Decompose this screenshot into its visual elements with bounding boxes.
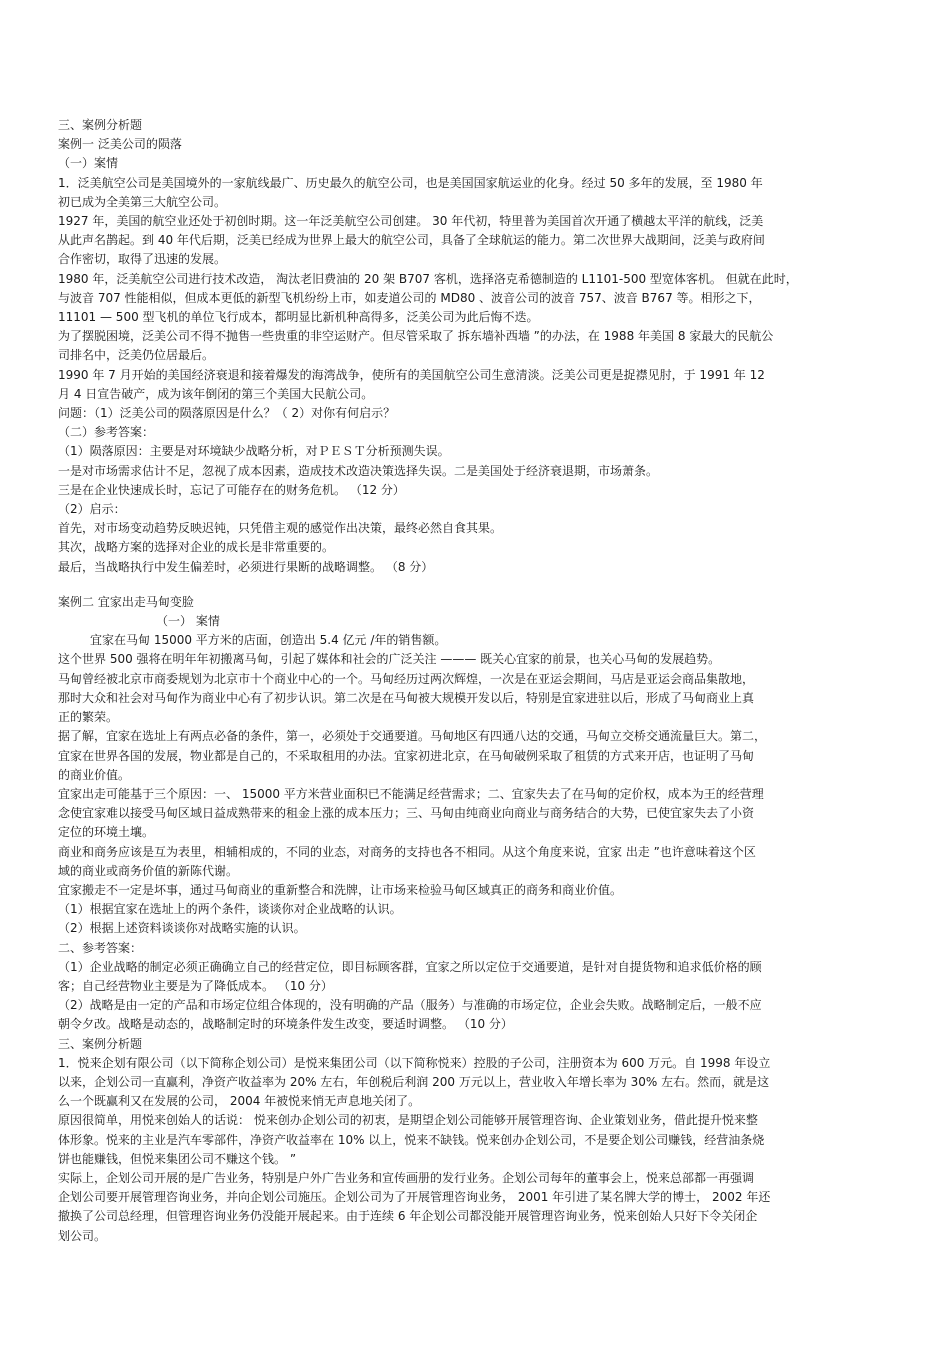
- text-line: （2）启示：: [58, 502, 126, 517]
- text-line: 定位的环境土壤。: [58, 825, 155, 840]
- text-line: 饼也能赚钱，但悦来集团公司不赚这个钱。 ”: [58, 1151, 297, 1166]
- case-title: 案例二 宜家出走马甸变脸: [58, 594, 194, 609]
- question-line: （1）根据宜家在选址上的两个条件，谈谈你对企业战略的认识。: [58, 902, 402, 917]
- subsection-heading: （一） 案情: [156, 614, 220, 629]
- text-line: 域的商业或商务价值的新陈代谢。: [58, 863, 239, 878]
- subsection-heading: （一）案情: [58, 156, 119, 171]
- text-line: 一是对市场需求估计不足，忽视了成本因素，造成技术改造决策选择失误。二是美国处于经济衰退期，市场萧条。: [58, 463, 659, 478]
- text-line: （1）企业战略的制定必须正确确立自己的经营定位，即目标顾客群，宜家之所以定位于交通要道，是针对自提货物和追求低价格的顾: [58, 959, 762, 974]
- text-line: 与波音 707 性能相似，但成本更低的新型飞机纷纷上市，如麦道公司的 MD80 、波音公司的波音 757、波音 B767 等。相形之下，: [58, 290, 761, 305]
- text-line: 商业和商务应该是互为表里，相辅相成的，不同的业态，对商务的支持也各不相同。从这个角度来说，宜家 出走 ”也许意味着这个区: [58, 844, 756, 859]
- blank-line: [58, 577, 898, 593]
- text-line: 企划公司要开展管理咨询业务，并向企划公司施压。企划公司为了开展管理咨询业务， 2001 年引进了某名牌大学的博士， 2002 年还: [58, 1190, 771, 1205]
- text-line: 原因很简单，用悦来创始人的话说： 悦来创办企划公司的初衷，是期望企划公司能够开展管理咨询、企业策划业务，借此提升悦来整: [58, 1113, 758, 1128]
- text-line: 首先，对市场变动趋势反映迟钝，只凭借主观的感觉作出决策，最终必然自食其果。: [58, 521, 503, 536]
- text-line: 最后，当战略执行中发生偏差时，必须进行果断的战略调整。 （8 分）: [58, 559, 434, 574]
- text-line: 其次，战略方案的选择对企业的成长是非常重要的。: [58, 540, 335, 555]
- section-heading: 二、参考答案：: [58, 940, 143, 955]
- text-line: 1990 年 7 月开始的美国经济衰退和接着爆发的海湾战争，使所有的美国航空公司生意清淡。泛美公司更是捉襟见肘，于 1991 年 12: [58, 367, 765, 382]
- text-line: 宜家在世界各国的发展，物业都是自己的，不采取租用的办法。宜家初进北京，在马甸破例采取了租赁的方式来开店，也证明了马甸: [58, 748, 755, 763]
- section-heading: 三、案例分析题: [58, 118, 143, 132]
- text-line: 初已成为全美第三大航空公司。: [58, 194, 227, 209]
- text-line: 正的繁荣。: [58, 710, 119, 725]
- text-line: 1．泛美航空公司是美国境外的一家航线最广、历史最久的航空公司，也是美国国家航运业的化身。经过 50 多年的发展，至 1980 年: [58, 175, 763, 190]
- text-line: 念使宜家难以接受马甸区域日益成熟带来的租金上涨的成本压力；三、马甸由纯商业向商业与商务结合的大势，已使宜家失去了小资: [58, 806, 755, 821]
- text-line: 朝令夕改。战略是动态的，战略制定时的环境条件发生改变，要适时调整。 （10 分）: [58, 1017, 513, 1032]
- text-line: （1）陨落原因：主要是对环境缺少战略分析，对ＰＥＳＴ分析预测失误。: [58, 444, 450, 459]
- text-line: 撤换了公司总经理，但管理咨询业务仍没能开展起来。由于连续 6 年企划公司都没能开展管理咨询业务，悦来创始人只好下令关闭企: [58, 1209, 758, 1224]
- text-line: 这个世界 500 强将在明年年初搬离马甸，引起了媒体和社会的广泛关注 ——— 既关心宜家的前景，也关心马甸的发展趋势。: [58, 652, 721, 667]
- text-line: 据了解，宜家在选址上有两点必备的条件，第一，必须处于交通要道。马甸地区有四通八达的交通，马甸立交桥交通流量巨大。第二，: [58, 729, 767, 744]
- text-line: 11101 — 500 型飞机的单位飞行成本，都明显比新机种高得多，泛美公司为此后悔不迭。: [58, 310, 539, 325]
- text-line: 1．悦来企划有限公司（以下简称企划公司）是悦来集团公司（以下简称悦来）控股的子公司，注册资本为 600 万元。自 1998 年设立: [58, 1055, 771, 1070]
- text-line: 1927 年，美国的航空业还处于初创时期。这一年泛美航空公司创建。 30 年代初，特里普为美国首次开通了横越太平洋的航线，泛美: [58, 214, 764, 229]
- text-line: 客；自己经营物业主要是为了降低成本。 （10 分）: [58, 978, 333, 993]
- text-line: 实际上，企划公司开展的是广告业务，特别是户外广告业务和宣传画册的发行业务。企划公司每年的董事会上，悦来总部都一再强调: [58, 1170, 755, 1185]
- text-line: （2）战略是由一定的产品和市场定位组合体现的，没有明确的产品（服务）与准确的市场定位，企业会失败。战略制定后，一般不应: [58, 998, 762, 1013]
- subsection-heading: （二）参考答案：: [58, 425, 155, 440]
- document-body: [58, 116, 898, 1246]
- case-title: 案例一 泛美公司的陨落: [58, 137, 182, 152]
- text-line: 宜家出走可能基于三个原因：一、 15000 平方米营业面积已不能满足经营需求；二、宜家失去了在马甸的定价权，成本为王的经营理: [58, 786, 764, 801]
- text-line: 划公司。: [58, 1228, 107, 1243]
- text-line: 那时大众和社会对马甸作为商业中心有了初步认识。第二次是在马甸被大规模开发以后，特别是宜家进驻以后，形成了马甸商业上真: [58, 690, 755, 705]
- text-line: 体形象。悦来的主业是汽车零部件，净资产收益率在 10% 以上，悦来不缺钱。悦来创办企划公司，不是要企划公司赚钱，经营油条烧: [58, 1132, 765, 1147]
- text-line: 合作密切，取得了迅速的发展。: [58, 252, 227, 267]
- text-line: 为了摆脱困境，泛美公司不得不抛售一些贵重的非空运财产。但尽管采取了 拆东墙补西墙 ”的办法，在 1988 年美国 8 家最大的民航公: [58, 329, 774, 344]
- text-line: 三是在企业快速成长时，忘记了可能存在的财务危机。 （12 分）: [58, 482, 405, 497]
- text-line: 1980 年，泛美航空公司进行技术改造， 淘汰老旧费油的 20 架 B707 客机，选择洛克希德制造的 L1101-500 型宽体客机。 但就在此时，: [58, 271, 798, 286]
- text-line: 以来，企划公司一直赢利，净资产收益率为 20% 左右，年创税后利润 200 万元以上，营业收入年增长率为 30% 左右。然而，就是这: [58, 1074, 770, 1089]
- text-line: 么一个既赢利又在发展的公司， 2004 年被悦来悄无声息地关闭了。: [58, 1094, 421, 1109]
- text-line: 的商业价值。: [58, 767, 131, 782]
- text-line: 马甸曾经被北京市商委规划为北京市十个商业中心的一个。马甸经历过两次辉煌，一次是在亚运会期间，马店是亚运会商品集散地，: [58, 671, 755, 686]
- question-line: 问题：（1）泛美公司的陨落原因是什么？（ 2）对你有何启示？: [58, 406, 396, 421]
- text-line: 司排名中，泛美仍位居最后。: [58, 348, 215, 363]
- question-line: （2）根据上述资料谈谈你对战略实施的认识。: [58, 921, 306, 936]
- text-line: 宜家搬走不一定是坏事，通过马甸商业的重新整合和洗牌，让市场来检验马甸区域真正的商务和商业价值。: [58, 882, 623, 897]
- section-heading: 三、案例分析题: [58, 1036, 143, 1051]
- text-line: 宜家在马甸 15000 平方米的店面，创造出 5.4 亿元 /年的销售额。: [90, 633, 447, 648]
- text-line: 从此声名鹊起。到 40 年代后期，泛美已经成为世界上最大的航空公司，具备了全球航运的能力。第二次世界大战期间，泛美与政府间: [58, 233, 765, 248]
- text-line: 月 4 日宣告破产，成为该年倒闭的第三个美国大民航公司。: [58, 386, 374, 401]
